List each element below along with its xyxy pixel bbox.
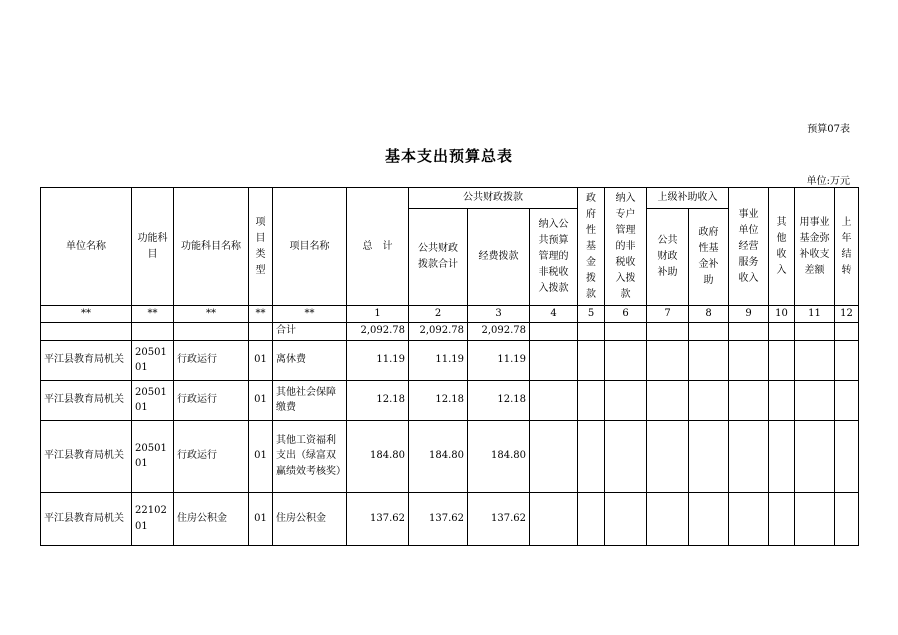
header-public-finance: 公共财政拨款 xyxy=(409,188,578,209)
row-total: 137.62 xyxy=(347,492,409,545)
row-func-name: 行政运行 xyxy=(174,340,249,380)
header-gov-fund: 政府性基金拨款 xyxy=(578,188,605,306)
row-total: 184.80 xyxy=(347,420,409,492)
header-special-non-tax: 纳入专户管理的非税收入拨款 xyxy=(605,188,647,306)
header-non-tax: 纳入公共预算管理的非税收入拨款 xyxy=(530,209,578,306)
index-cell: 2 xyxy=(409,306,468,323)
row-project: 住房公积金 xyxy=(273,492,347,545)
index-cell: ** xyxy=(132,306,174,323)
row-funding: 12.18 xyxy=(468,380,530,420)
summary-label: 合计 xyxy=(273,322,347,340)
index-cell: ** xyxy=(41,306,132,323)
row-project: 其他工资福利支出（绿富双赢绩效考核奖） xyxy=(273,420,347,492)
header-func-code: 功能科目 xyxy=(132,188,174,306)
row-public-finance: 12.18 xyxy=(409,380,468,420)
table-row xyxy=(41,492,859,545)
budget-table xyxy=(40,187,859,546)
header-unit-name: 单位名称 xyxy=(41,188,132,306)
summary-funding: 2,092.78 xyxy=(468,322,530,340)
index-cell: 4 xyxy=(530,306,578,323)
header-gov-fund-subsidy: 政府性基金补助 xyxy=(689,209,729,306)
row-unit: 平江县教育局机关 xyxy=(41,492,132,545)
row-func-code: 20501 01 xyxy=(132,340,174,380)
row-funding: 184.80 xyxy=(468,420,530,492)
row-type: 01 xyxy=(249,420,273,492)
index-cell: 11 xyxy=(795,306,835,323)
header-business-income: 事业单位经营服务收入 xyxy=(729,188,769,306)
index-cell: 3 xyxy=(468,306,530,323)
summary-total: 2,092.78 xyxy=(347,322,409,340)
index-cell: 8 xyxy=(689,306,729,323)
header-total: 总 计 xyxy=(347,188,409,306)
index-cell: 5 xyxy=(578,306,605,323)
index-cell: 12 xyxy=(835,306,859,323)
index-cell: 6 xyxy=(605,306,647,323)
index-cell: 10 xyxy=(769,306,795,323)
unit-label: 单位:万元 xyxy=(806,176,850,187)
header-project-type: 项目类型 xyxy=(249,188,273,306)
summary-public-finance-total: 2,092.78 xyxy=(409,322,468,340)
row-funding: 137.62 xyxy=(468,492,530,545)
header-public-finance-total: 公共财政拨款合计 xyxy=(409,209,468,306)
index-row xyxy=(41,306,859,323)
index-cell: 1 xyxy=(347,306,409,323)
row-unit: 平江县教育局机关 xyxy=(41,420,132,492)
row-funding: 11.19 xyxy=(468,340,530,380)
row-unit: 平江县教育局机关 xyxy=(41,380,132,420)
row-public-finance: 11.19 xyxy=(409,340,468,380)
header-func-name: 功能科目名称 xyxy=(174,188,249,306)
index-cell: 9 xyxy=(729,306,769,323)
table-row xyxy=(41,380,859,420)
row-func-name: 行政运行 xyxy=(174,420,249,492)
row-total: 11.19 xyxy=(347,340,409,380)
index-cell: 7 xyxy=(647,306,689,323)
row-public-finance: 184.80 xyxy=(409,420,468,492)
document-title: 基本支出预算总表 xyxy=(384,147,513,165)
row-unit: 平江县教育局机关 xyxy=(41,340,132,380)
row-func-code: 22102 01 xyxy=(132,492,174,545)
row-func-name: 行政运行 xyxy=(174,380,249,420)
index-cell: ** xyxy=(249,306,273,323)
table-row xyxy=(41,340,859,380)
header-row-1 xyxy=(41,188,859,209)
row-func-name: 住房公积金 xyxy=(174,492,249,545)
table-row xyxy=(41,420,859,492)
header-project-name: 项目名称 xyxy=(273,188,347,306)
index-cell: ** xyxy=(273,306,347,323)
form-code: 预算07表 xyxy=(807,124,850,135)
header-public-finance-subsidy: 公共财政补助 xyxy=(647,209,689,306)
row-type: 01 xyxy=(249,492,273,545)
header-superior-subsidy: 上级补助收入 xyxy=(647,188,729,209)
header-other-income: 其他收入 xyxy=(769,188,795,306)
row-project: 其他社会保障缴费 xyxy=(273,380,347,420)
index-cell: ** xyxy=(174,306,249,323)
row-func-code: 20501 01 xyxy=(132,380,174,420)
row-project: 离休费 xyxy=(273,340,347,380)
header-carryover: 上年结转 xyxy=(835,188,859,306)
row-type: 01 xyxy=(249,340,273,380)
row-total: 12.18 xyxy=(347,380,409,420)
header-funding: 经费拨款 xyxy=(468,209,530,306)
row-type: 01 xyxy=(249,380,273,420)
header-fund-compensation: 用事业基金弥补收支差额 xyxy=(795,188,835,306)
row-public-finance: 137.62 xyxy=(409,492,468,545)
summary-row xyxy=(41,322,859,340)
row-func-code: 20501 01 xyxy=(132,420,174,492)
